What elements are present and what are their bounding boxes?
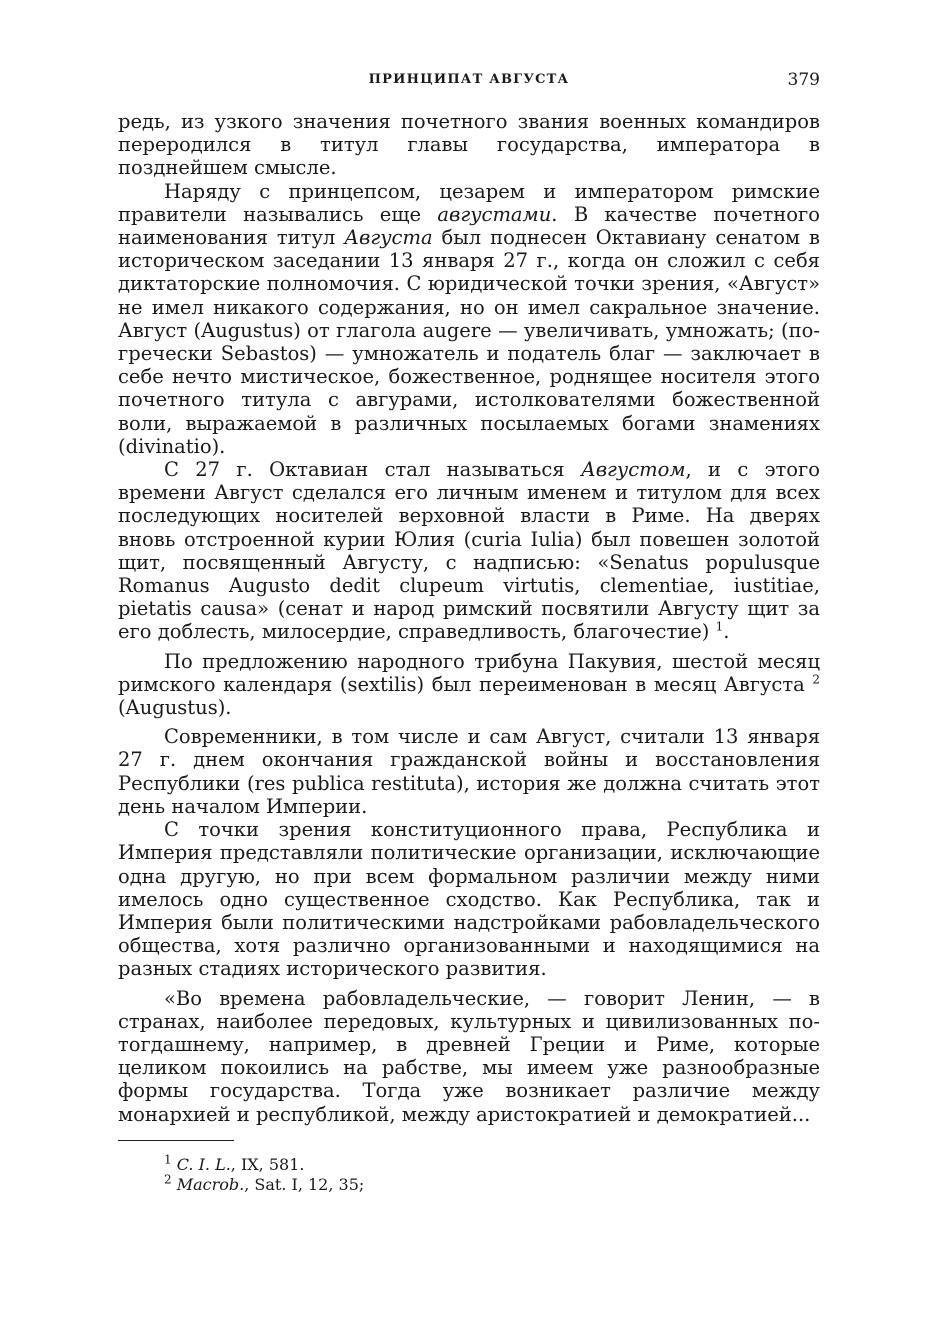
italic-term: Августа [344, 226, 433, 250]
page-header [118, 66, 820, 96]
paragraph-month-renamed [118, 650, 820, 720]
footnote-source: Macrob. [176, 1174, 245, 1194]
paragraph-text: редь, из узкого значения почетного звания военных командиров переродился в титул главы государства, императора в позднейшем смысле. [118, 110, 820, 180]
paragraph-text: (Augustus). [118, 696, 232, 720]
footnote-ref[interactable]: 1 [715, 619, 724, 634]
footnote-1 [164, 1152, 820, 1175]
footnotes [164, 1152, 820, 1195]
paragraph-text: был поднесен Октавиану сенатом в историческом заседании 13 января 27 г., когда он сложил с себя диктаторские полномочия. С юридической точки зрения, «Август» не имел никакого содержания, но он имел сакральное значение. Август (Augustus) от глагола augere — увеличивать, умножать; (по-гречески Sebastos) — умножатель и податель благ — заключает в себе нечто мистическое, божественное, роднящее носителя этого почетного титула с авгурами, истолкователями божественной воли, выражаемой в различных посылаемых богами знамениях (divinatio). [118, 226, 820, 458]
paragraph-augustus-title [118, 180, 820, 458]
paragraph-text: С точки зрения конституционного права, Республика и Империя представляли политические организации, исключающие одна другую, но при всем формальном различии между ними имелось одно существенное сходство. Как Республика, так и Империя были политическими надстройками рабовладельческого общества, хотя различно организованными и находящимися на разных стадиях исторического развития. [118, 818, 820, 981]
paragraph-text: По предложению народного трибуна Пакувия, шестой месяц римского календаря (sextilis) был переименован в месяц Августа [118, 649, 820, 696]
italic-term: Августом [580, 458, 686, 482]
footnote-ref[interactable]: 2 [812, 672, 820, 687]
footnote-mark: 1 [164, 1152, 172, 1167]
running-head: ПРИНЦИПАТ АВГУСТА [368, 72, 570, 87]
paragraph-text: . [723, 620, 730, 644]
footnote-citation: , Sat. I, 12, 35; [244, 1174, 365, 1194]
footnote-2 [164, 1172, 820, 1195]
paragraph-continuation [118, 110, 820, 180]
paragraph-text: С 27 г. Октавиан стал называться [164, 458, 581, 482]
italic-term: августами [437, 202, 552, 226]
paragraph-text: , и с этого времени Август сделался его личным именем и титулом для всех последующих носителей верховной власти в Риме. На дверях вновь отстроенной курии Юлия (curia Iulia) был повешен золотой щит, посвященный Августу, с надписью: «Senatus populusque Romanus Augusto dedit clupeum virtutis, clementiae, iustitiae, pietatis causa» (сенат и народ римский посвятили Августу щит за его доблесть, милосердие, справедливость, благочестие) [118, 458, 820, 644]
paragraph-text: «Во времена рабовладельческие, — говорит Ленин, — в странах, наиболее передовых, культурных и цивилизованных по-тогдашнему, например, в древней Греции и Риме, которые целиком покоились на рабстве, мы имеем уже разнообразные формы государства. Тогда уже возникает различие между монархией и республикой, между аристократией и демократией... [118, 986, 820, 1126]
book-page [118, 66, 820, 1195]
paragraph-text: Наряду с принцепсом, цезарем и императором римские правители назывались еще [118, 179, 820, 226]
paragraph-contemporaries [118, 725, 820, 818]
footnote-divider [118, 1140, 234, 1141]
paragraph-constitutional-law [118, 818, 820, 980]
paragraph-text: Современники, в том числе и сам Август, считали 13 января 27 г. днем окончания гражданской войны и восстановления Республики (res publica restituta), история же должна считать этот день началом Империи. [118, 725, 820, 818]
body-text [118, 110, 820, 1126]
paragraph-golden-shield [118, 458, 820, 644]
footnote-citation: , IX, 581. [230, 1154, 305, 1174]
footnote-source: C. I. L. [176, 1154, 231, 1174]
paragraph-lenin-quote [118, 987, 820, 1126]
page-number: 379 [787, 70, 820, 90]
paragraph-text: . В качестве почетного наименования титул [118, 202, 820, 250]
footnote-mark: 2 [164, 1172, 172, 1187]
